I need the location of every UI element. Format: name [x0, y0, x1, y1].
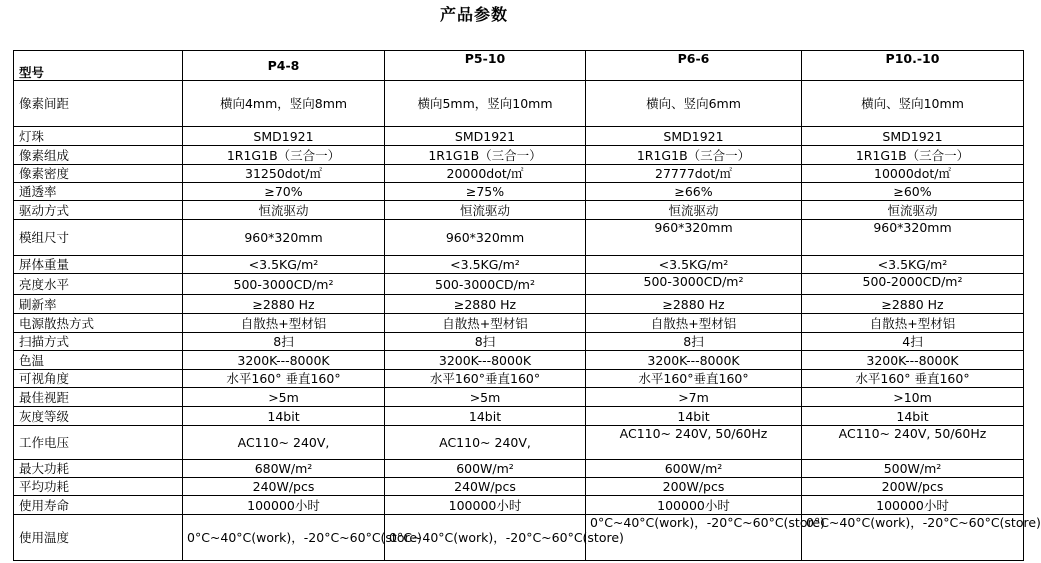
- value-cell: 680W/m²: [183, 460, 385, 478]
- value-cell: 3200K---8000K: [385, 351, 586, 370]
- row-label-cell: 色温: [14, 351, 183, 370]
- value-cell: 100000小时: [183, 496, 385, 515]
- value-cell: <3.5KG/m²: [802, 256, 1024, 274]
- value-cell: 27777dot/㎡: [586, 165, 802, 183]
- value-cell: 恒流驱动: [183, 201, 385, 220]
- value-cell: 水平160° 垂直160°: [183, 370, 385, 388]
- model-header-cell: P4-8: [183, 51, 385, 81]
- value-cell: ≥2880 Hz: [183, 295, 385, 314]
- value-cell: 横向5mm，竖向10mm: [385, 81, 586, 127]
- table-row: [14, 256, 1024, 274]
- value-cell: >7m: [586, 388, 802, 407]
- value-cell: 200W/pcs: [802, 478, 1024, 496]
- row-label-cell: 工作电压: [14, 426, 183, 460]
- table-row: [14, 127, 1024, 146]
- value-cell: SMD1921: [586, 127, 802, 146]
- row-label-cell: 平均功耗: [14, 478, 183, 496]
- value-cell: 14bit: [385, 407, 586, 426]
- row-label-cell: 模组尺寸: [14, 220, 183, 256]
- row-label-cell: 像素密度: [14, 165, 183, 183]
- value-cell: ≥70%: [183, 183, 385, 201]
- value-cell: 1R1G1B（三合一）: [183, 146, 385, 165]
- value-cell: 200W/pcs: [586, 478, 802, 496]
- value-cell: 横向、竖向6mm: [586, 81, 802, 127]
- value-cell: 3200K---8000K: [586, 351, 802, 370]
- table-row: [14, 407, 1024, 426]
- row-label-cell: 通透率: [14, 183, 183, 201]
- value-cell: SMD1921: [802, 127, 1024, 146]
- value-cell: 20000dot/㎡: [385, 165, 586, 183]
- table-row: [14, 146, 1024, 165]
- value-cell: 恒流驱动: [586, 201, 802, 220]
- value-cell: 500-3000CD/m²: [385, 274, 586, 295]
- value-cell: 自散热+型材铝: [385, 314, 586, 333]
- table-row: [14, 274, 1024, 295]
- table-header-row: [14, 51, 1024, 81]
- spec-table: [13, 50, 1041, 561]
- value-cell: 500W/m²: [802, 460, 1024, 478]
- value-cell: <3.5KG/m²: [586, 256, 802, 274]
- table-row: [14, 460, 1024, 478]
- model-header-cell: P10.-10: [802, 51, 1024, 81]
- value-cell: 960*320mm: [385, 220, 586, 256]
- value-cell: 恒流驱动: [802, 201, 1024, 220]
- value-cell: 自散热+型材铝: [586, 314, 802, 333]
- value-cell: <3.5KG/m²: [183, 256, 385, 274]
- value-cell: 100000小时: [385, 496, 586, 515]
- row-label-cell: 屏体重量: [14, 256, 183, 274]
- table-row: [14, 314, 1024, 333]
- table-row: [14, 515, 1024, 561]
- value-cell: >5m: [183, 388, 385, 407]
- row-label-cell: 最佳视距: [14, 388, 183, 407]
- header-label-cell: 型号: [14, 51, 183, 81]
- value-cell: 960*320mm: [183, 220, 385, 256]
- value-cell: 3200K---8000K: [183, 351, 385, 370]
- value-cell: AC110~ 240V, 50/60Hz: [802, 426, 1024, 460]
- model-header-cell: P6-6: [586, 51, 802, 81]
- value-cell: 0°C~40°C(work)，-20°C~60°C(store): [183, 515, 385, 561]
- value-cell: 240W/pcs: [385, 478, 586, 496]
- value-cell: 横向、竖向10mm: [802, 81, 1024, 127]
- table-row: [14, 333, 1024, 351]
- row-label-cell: 亮度水平: [14, 274, 183, 295]
- value-cell: 14bit: [586, 407, 802, 426]
- value-cell: 14bit: [802, 407, 1024, 426]
- row-label-cell: 使用温度: [14, 515, 183, 561]
- value-cell: 水平160° 垂直160°: [802, 370, 1024, 388]
- value-cell: 恒流驱动: [385, 201, 586, 220]
- row-label-cell: 电源散热方式: [14, 314, 183, 333]
- value-cell: >10m: [802, 388, 1024, 407]
- value-cell: ≥60%: [802, 183, 1024, 201]
- table-row: [14, 426, 1024, 460]
- table-row: [14, 220, 1024, 256]
- table-row: [14, 370, 1024, 388]
- row-label-cell: 最大功耗: [14, 460, 183, 478]
- value-cell: 水平160°垂直160°: [385, 370, 586, 388]
- value-cell: 960*320mm: [802, 220, 1024, 256]
- value-cell: 自散热+型材铝: [183, 314, 385, 333]
- table-row: [14, 81, 1024, 127]
- value-cell: 500-3000CD/m²: [586, 274, 802, 295]
- row-label-cell: 使用寿命: [14, 496, 183, 515]
- value-cell: 1R1G1B（三合一）: [586, 146, 802, 165]
- table-row: [14, 496, 1024, 515]
- value-cell: AC110~ 240V, 50/60Hz: [586, 426, 802, 460]
- table-row: [14, 351, 1024, 370]
- value-cell: 100000小时: [586, 496, 802, 515]
- value-cell: >5m: [385, 388, 586, 407]
- value-cell: SMD1921: [385, 127, 586, 146]
- value-cell: 0°C~40°C(work)，-20°C~60°C(store): [802, 515, 1024, 561]
- value-cell: 240W/pcs: [183, 478, 385, 496]
- value-cell: 500-2000CD/m²: [802, 274, 1024, 295]
- value-cell: 1R1G1B（三合一）: [385, 146, 586, 165]
- value-cell: 3200K---8000K: [802, 351, 1024, 370]
- value-cell: AC110~ 240V,: [385, 426, 586, 460]
- row-label-cell: 像素间距: [14, 81, 183, 127]
- value-cell: 8扫: [183, 333, 385, 351]
- value-cell: ≥2880 Hz: [802, 295, 1024, 314]
- value-cell: 600W/m²: [586, 460, 802, 478]
- page-title: 产品参数: [439, 5, 508, 24]
- value-cell: 水平160°垂直160°: [586, 370, 802, 388]
- row-label-cell: 灯珠: [14, 127, 183, 146]
- spec-table-body: [14, 51, 1041, 561]
- value-cell: 8扫: [385, 333, 586, 351]
- value-cell: 4扫: [802, 333, 1024, 351]
- value-cell: 500-3000CD/m²: [183, 274, 385, 295]
- row-label-cell: 灰度等级: [14, 407, 183, 426]
- value-cell: 0°C~40°C(work)，-20°C~60°C(store): [586, 515, 802, 561]
- table-row: [14, 183, 1024, 201]
- value-cell: 8扫: [586, 333, 802, 351]
- value-cell: SMD1921: [183, 127, 385, 146]
- value-cell: 100000小时: [802, 496, 1024, 515]
- value-cell: ≥66%: [586, 183, 802, 201]
- table-row: [14, 478, 1024, 496]
- value-cell: 1R1G1B（三合一）: [802, 146, 1024, 165]
- row-label-cell: 可视角度: [14, 370, 183, 388]
- value-cell: ≥2880 Hz: [385, 295, 586, 314]
- row-label-cell: 刷新率: [14, 295, 183, 314]
- value-cell: ≥2880 Hz: [586, 295, 802, 314]
- value-cell: ≥75%: [385, 183, 586, 201]
- table-row: [14, 201, 1024, 220]
- value-cell: 600W/m²: [385, 460, 586, 478]
- model-header-cell: P5-10: [385, 51, 586, 81]
- table-row: [14, 388, 1024, 407]
- value-cell: 横向4mm，竖向8mm: [183, 81, 385, 127]
- table-row: [14, 165, 1024, 183]
- value-cell: <3.5KG/m²: [385, 256, 586, 274]
- value-cell: 0°C~40°C(work)，-20°C~60°C(store): [385, 515, 586, 561]
- table-row: [14, 295, 1024, 314]
- value-cell: 960*320mm: [586, 220, 802, 256]
- value-cell: AC110~ 240V,: [183, 426, 385, 460]
- row-label-cell: 驱动方式: [14, 201, 183, 220]
- value-cell: 10000dot/㎡: [802, 165, 1024, 183]
- row-label-cell: 像素组成: [14, 146, 183, 165]
- value-cell: 31250dot/㎡: [183, 165, 385, 183]
- row-label-cell: 扫描方式: [14, 333, 183, 351]
- value-cell: 自散热+型材铝: [802, 314, 1024, 333]
- value-cell: 14bit: [183, 407, 385, 426]
